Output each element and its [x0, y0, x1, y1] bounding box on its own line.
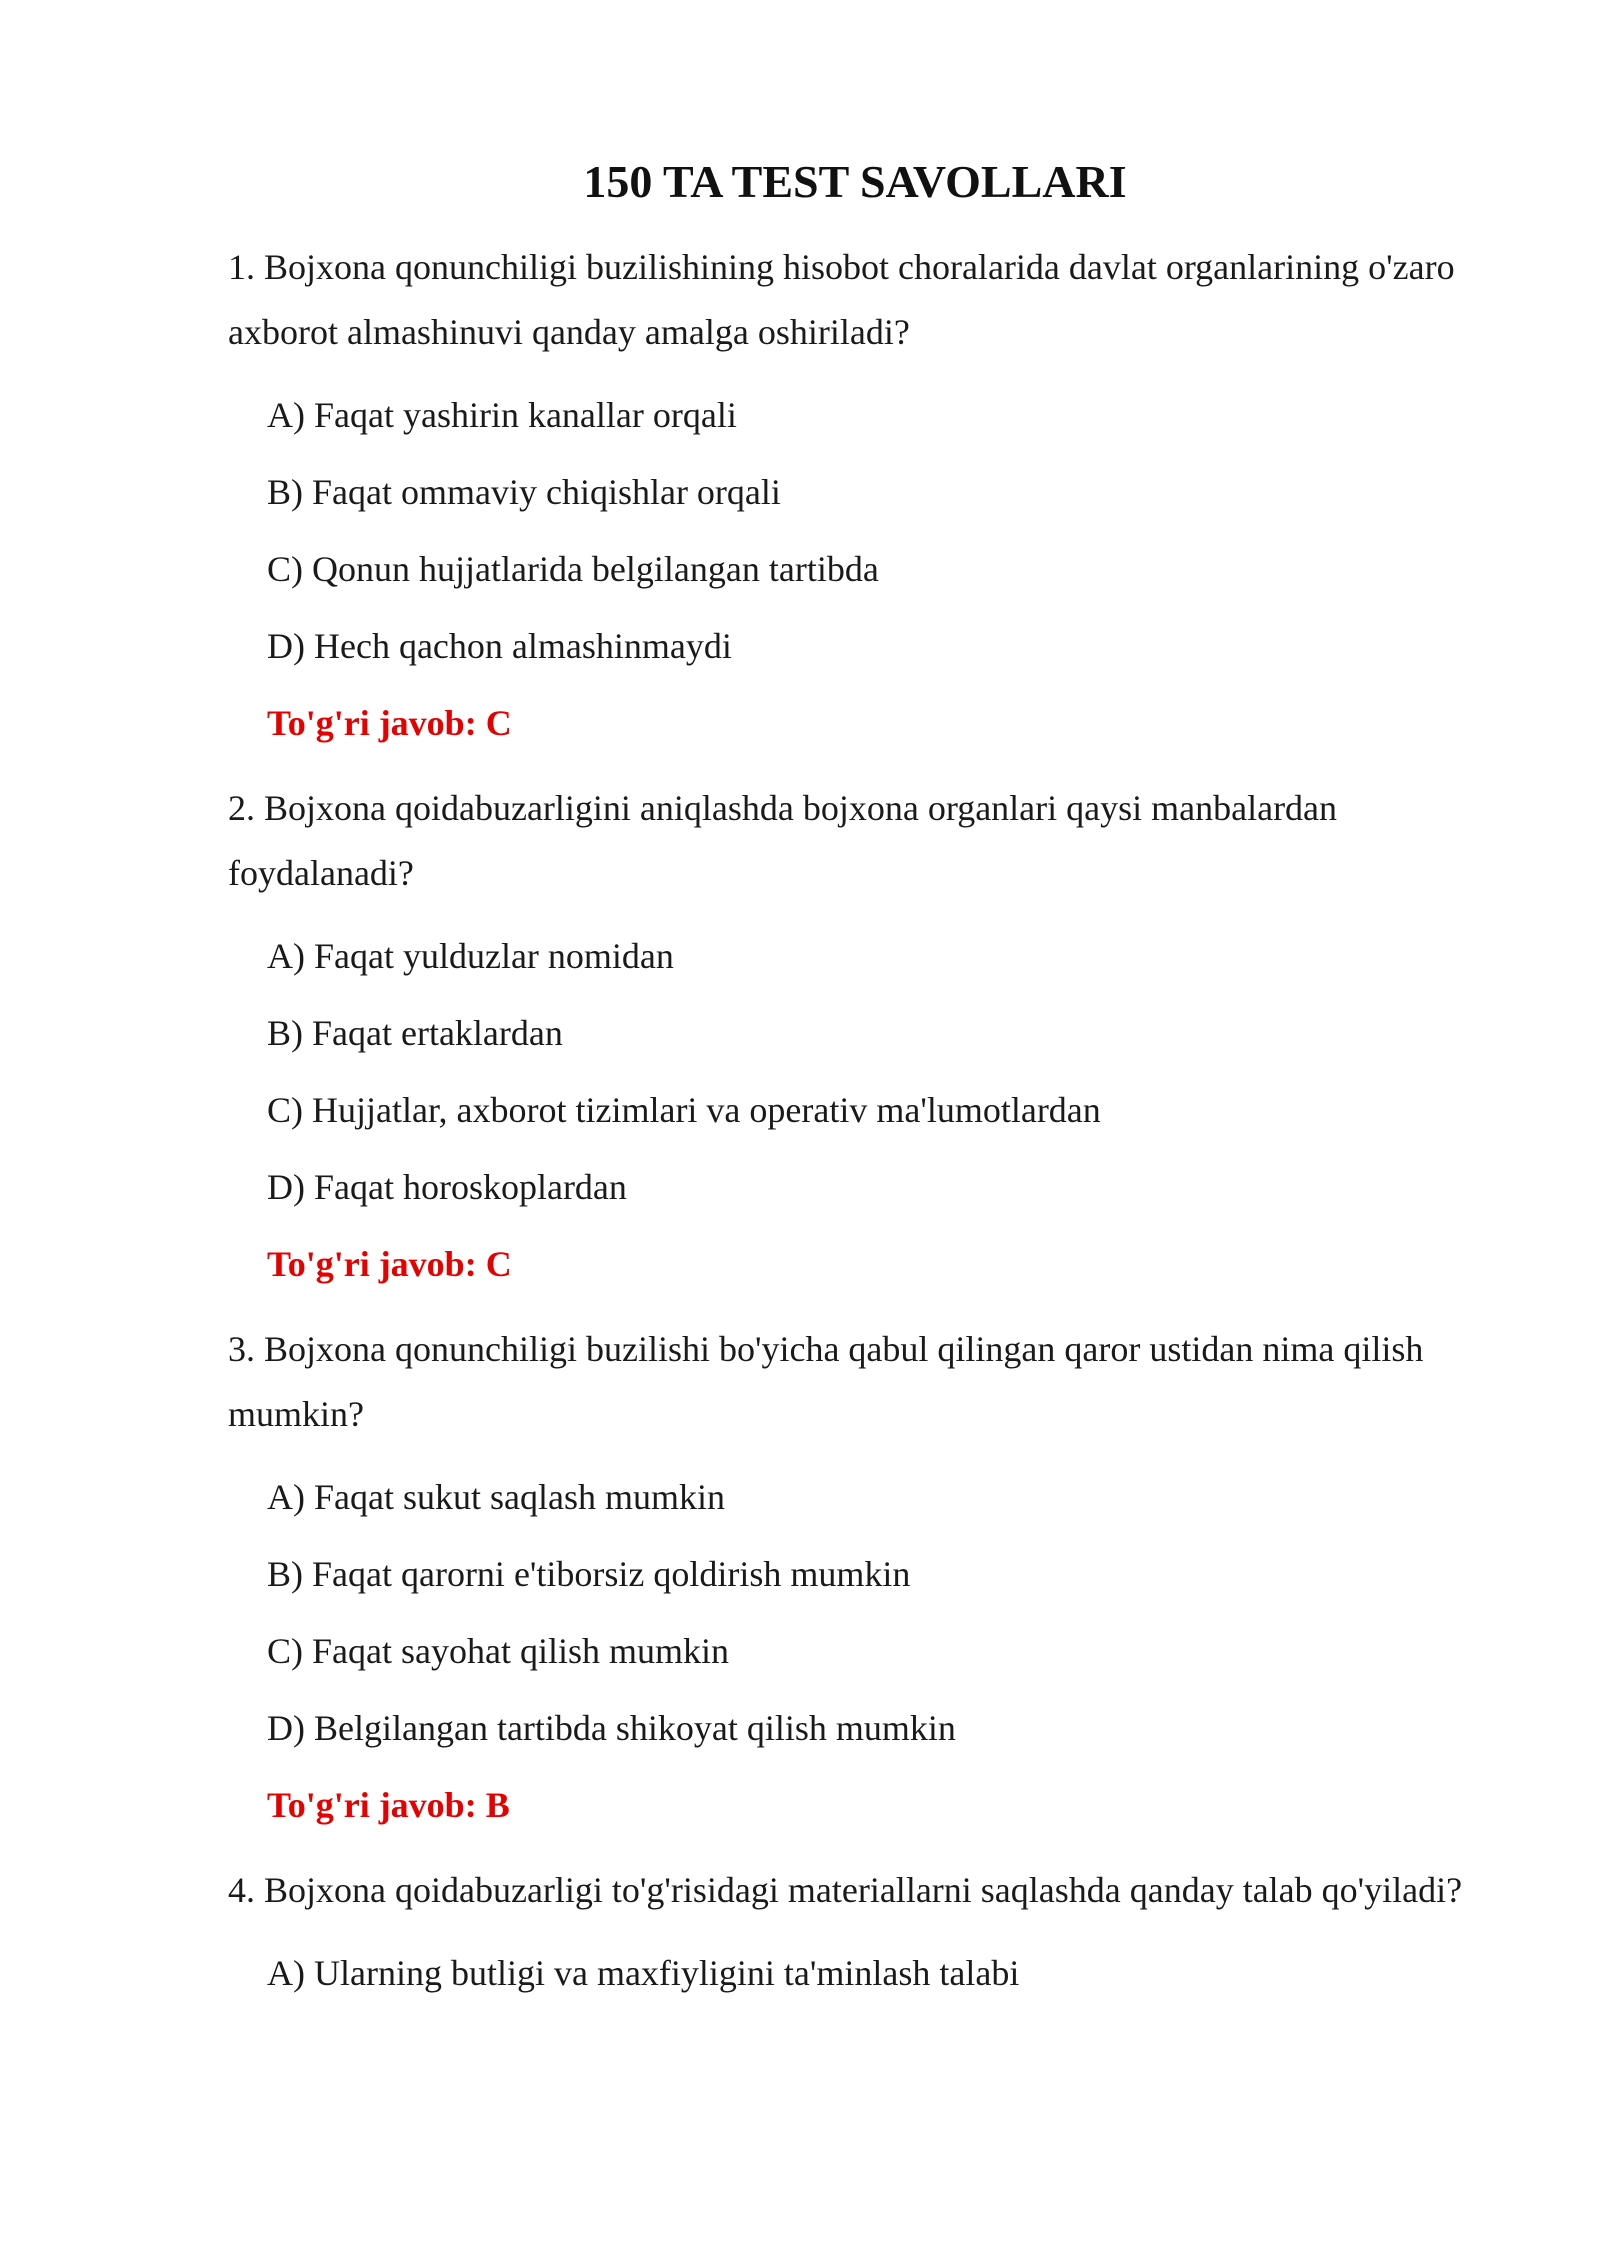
question-text: 3. Bojxona qonunchiligi buzilishi bo'yicha qabul qilingan qaror ustidan nima qilish mumkin? [228, 1329, 1424, 1434]
question-1 [228, 235, 1518, 776]
question-text: 4. Bojxona qoidabuzarligi to'g'risidagi materiallarni saqlashda qanday talab qo'yiladi? [228, 1870, 1463, 1910]
answer-option-d: D) Belgilangan tartibda shikoyat qilish mumkin [267, 1708, 956, 1748]
question-2 [228, 776, 1518, 1317]
question-3 [228, 1317, 1518, 1858]
answer-option-b: B) Faqat qarorni e'tiborsiz qoldirish mumkin [267, 1554, 911, 1594]
answer-option-d: D) Hech qachon almashinmaydi [267, 626, 732, 666]
correct-answer: To'g'ri javob: B [267, 1785, 510, 1825]
answer-option-b: B) Faqat ertaklardan [267, 1013, 563, 1053]
answer-option-a: A) Faqat sukut saqlash mumkin [267, 1477, 725, 1517]
question-list [228, 235, 1518, 2026]
answer-option-c: C) Hujjatlar, axborot tizimlari va operativ ma'lumotlardan [267, 1090, 1101, 1130]
answer-option-a: A) Faqat yulduzlar nomidan [267, 936, 674, 976]
answer-option-a: A) Faqat yashirin kanallar orqali [267, 395, 737, 435]
answer-option-d: D) Faqat horoskoplardan [267, 1167, 627, 1207]
answer-option-c: C) Qonun hujjatlarida belgilangan tartibda [267, 549, 879, 589]
question-text: 1. Bojxona qonunchiligi buzilishining hisobot choralarida davlat organlarining o'zaro axborot almashinuvi qanday amalga oshiriladi? [228, 247, 1455, 352]
correct-answer: To'g'ri javob: C [267, 703, 512, 743]
correct-answer: To'g'ri javob: C [267, 1244, 512, 1284]
question-text: 2. Bojxona qoidabuzarligini aniqlashda bojxona organlari qaysi manbalardan foydalanadi? [228, 788, 1338, 893]
question-4 [228, 1858, 1518, 2026]
answer-option-b: B) Faqat ommaviy chiqishlar orqali [267, 472, 781, 512]
document-title: 150 TA TEST SAVOLLARI [583, 156, 1127, 207]
answer-option-a: A) Ularning butligi va maxfiyligini ta'minlash talabi [267, 1953, 1020, 1993]
answer-option-c: C) Faqat sayohat qilish mumkin [267, 1631, 729, 1671]
